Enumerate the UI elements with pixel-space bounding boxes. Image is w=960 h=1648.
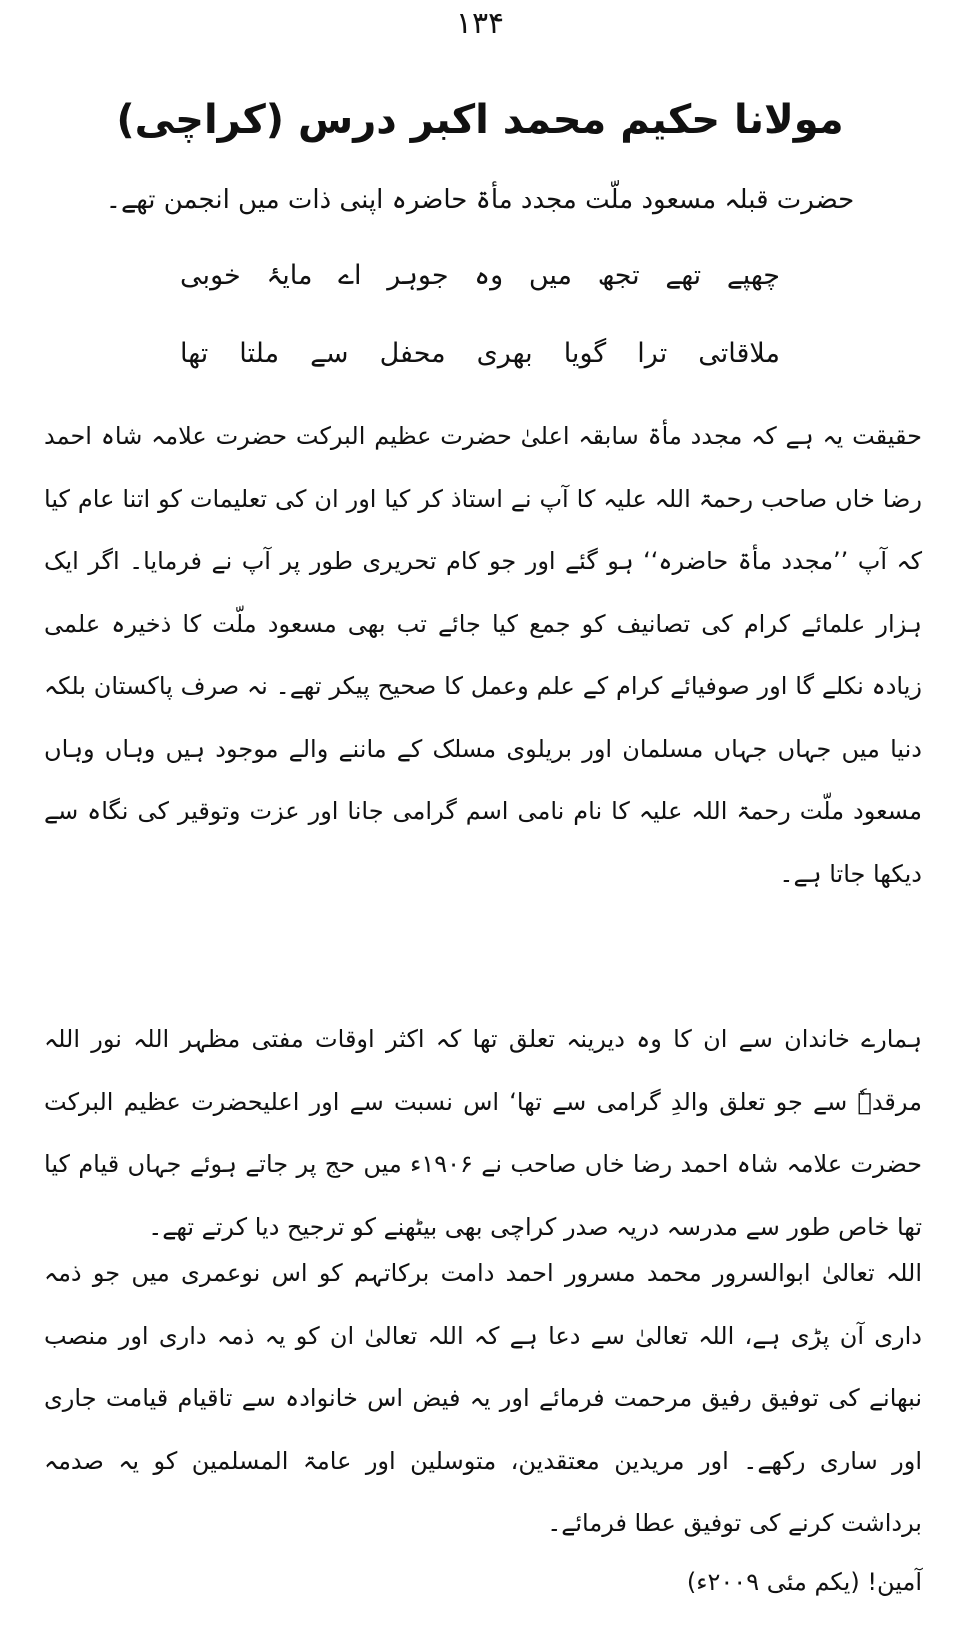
verse-word: تھا	[180, 338, 209, 369]
verse-word: چھپے	[726, 260, 780, 291]
verse-line-2	[0, 332, 960, 376]
verse-word: ترا	[637, 338, 668, 369]
page-title: مولانا حکیم محمد اکبر درس (کراچی)	[116, 97, 844, 143]
verse-word: مایۂ	[266, 260, 313, 291]
verse-word: سے	[310, 338, 349, 369]
verse-line-1	[0, 254, 960, 298]
verse-word: تجھ	[597, 260, 640, 291]
verse-word: وہ	[474, 260, 504, 291]
verse-word: میں	[528, 260, 572, 291]
paragraph: اللہ تعالیٰ ابوالسرور محمد مسرور احمد دامت برکاتہم کو اس نوعمری میں جو ذمہ داری آن پڑی ہے، اللہ تعالیٰ سے دعا ہے کہ اللہ تعالیٰ ان کو یہ ذمہ داری اور منصب نبھانے کی توفیق رفیق مرحمت فرمائے اور یہ فیض اس خانوادہ سے تاقیام قیامت جاری اور ساری رکھے۔ اور مریدین معتقدین، متوسلین اور عامۃ المسلمین کو یہ صدمہ برداشت کرنے کی توفیق عطا فرمائے۔	[44, 1259, 922, 1537]
verse-word: ملتا	[239, 338, 280, 369]
paragraph: ہمارے خاندان سے ان کا وہ دیرینہ تعلق تھا کہ اکثر اوقات مفتی مظہر اللہ نور اللہ مرقدہٗ سے جو تعلق والدِ گرامی سے تھا‘ اس نسبت سے اور اعلیحضرت عظیم البرکت حضرت علامہ شاہ احمد رضا خاں صاحب نے ۱۹۰۶ء میں حج پر جاتے ہوئے جہاں قیام کیا تھا خاص طور سے مدرسہ دریہ صدر کراچی بھی بیٹھنے کو ترجیح دیا کرتے تھے۔	[44, 1025, 922, 1241]
verse-word: گویا	[563, 338, 607, 369]
verse-word: محفل	[379, 338, 446, 369]
verse-word: ملاقاتی	[698, 338, 780, 369]
page-number: ۱۳۴	[455, 6, 505, 41]
signoff-date: آمین! (یکم مئی ۲۰۰۹ء)	[686, 1568, 922, 1596]
verse-word: بھری	[476, 338, 533, 369]
paragraph: حقیقت یہ ہے کہ مجدد مأۃ سابقہ اعلیٰ حضرت عظیم البرکت حضرت علامہ شاہ احمد رضا خاں صاحب رحمۃ اللہ علیہ کا آپ نے استاذ کر کیا اور ان کی تعلیمات کو اتنا عام کیا کہ آپ ’’مجدد مأۃ حاضرہ‘‘ ہو گئے اور جو کام تحریری طور پر آپ نے فرمایا۔ اگر ایک ہزار علمائے کرام کی تصانیف کو جمع کیا جائے تب بھی مسعود ملّت کا ذخیرہ علمی زیادہ نکلے گا اور صوفیائے کرام کے علم وعمل کا صحیح پیکر تھے۔ نہ صرف پاکستان بلکہ دنیا میں جہاں جہاں مسلمان اور بریلوی مسلک کے ماننے والے موجود ہیں وہاں وہاں مسعود ملّت رحمۃ اللہ علیہ کا نام نامی اسم گرامی جانا اور عزت وتوقیر کی نگاہ سے دیکھا جاتا ہے۔	[44, 422, 922, 888]
verse-word: جوہر	[387, 260, 449, 291]
verse-word: تھے	[665, 260, 702, 291]
verse-word: خوبی	[180, 260, 241, 291]
verse-word: اے	[338, 260, 362, 291]
intro-line: حضرت قبلہ مسعود ملّت مجدد مأۃ حاضرہ اپنی ذات میں انجمن تھے۔	[105, 185, 855, 215]
